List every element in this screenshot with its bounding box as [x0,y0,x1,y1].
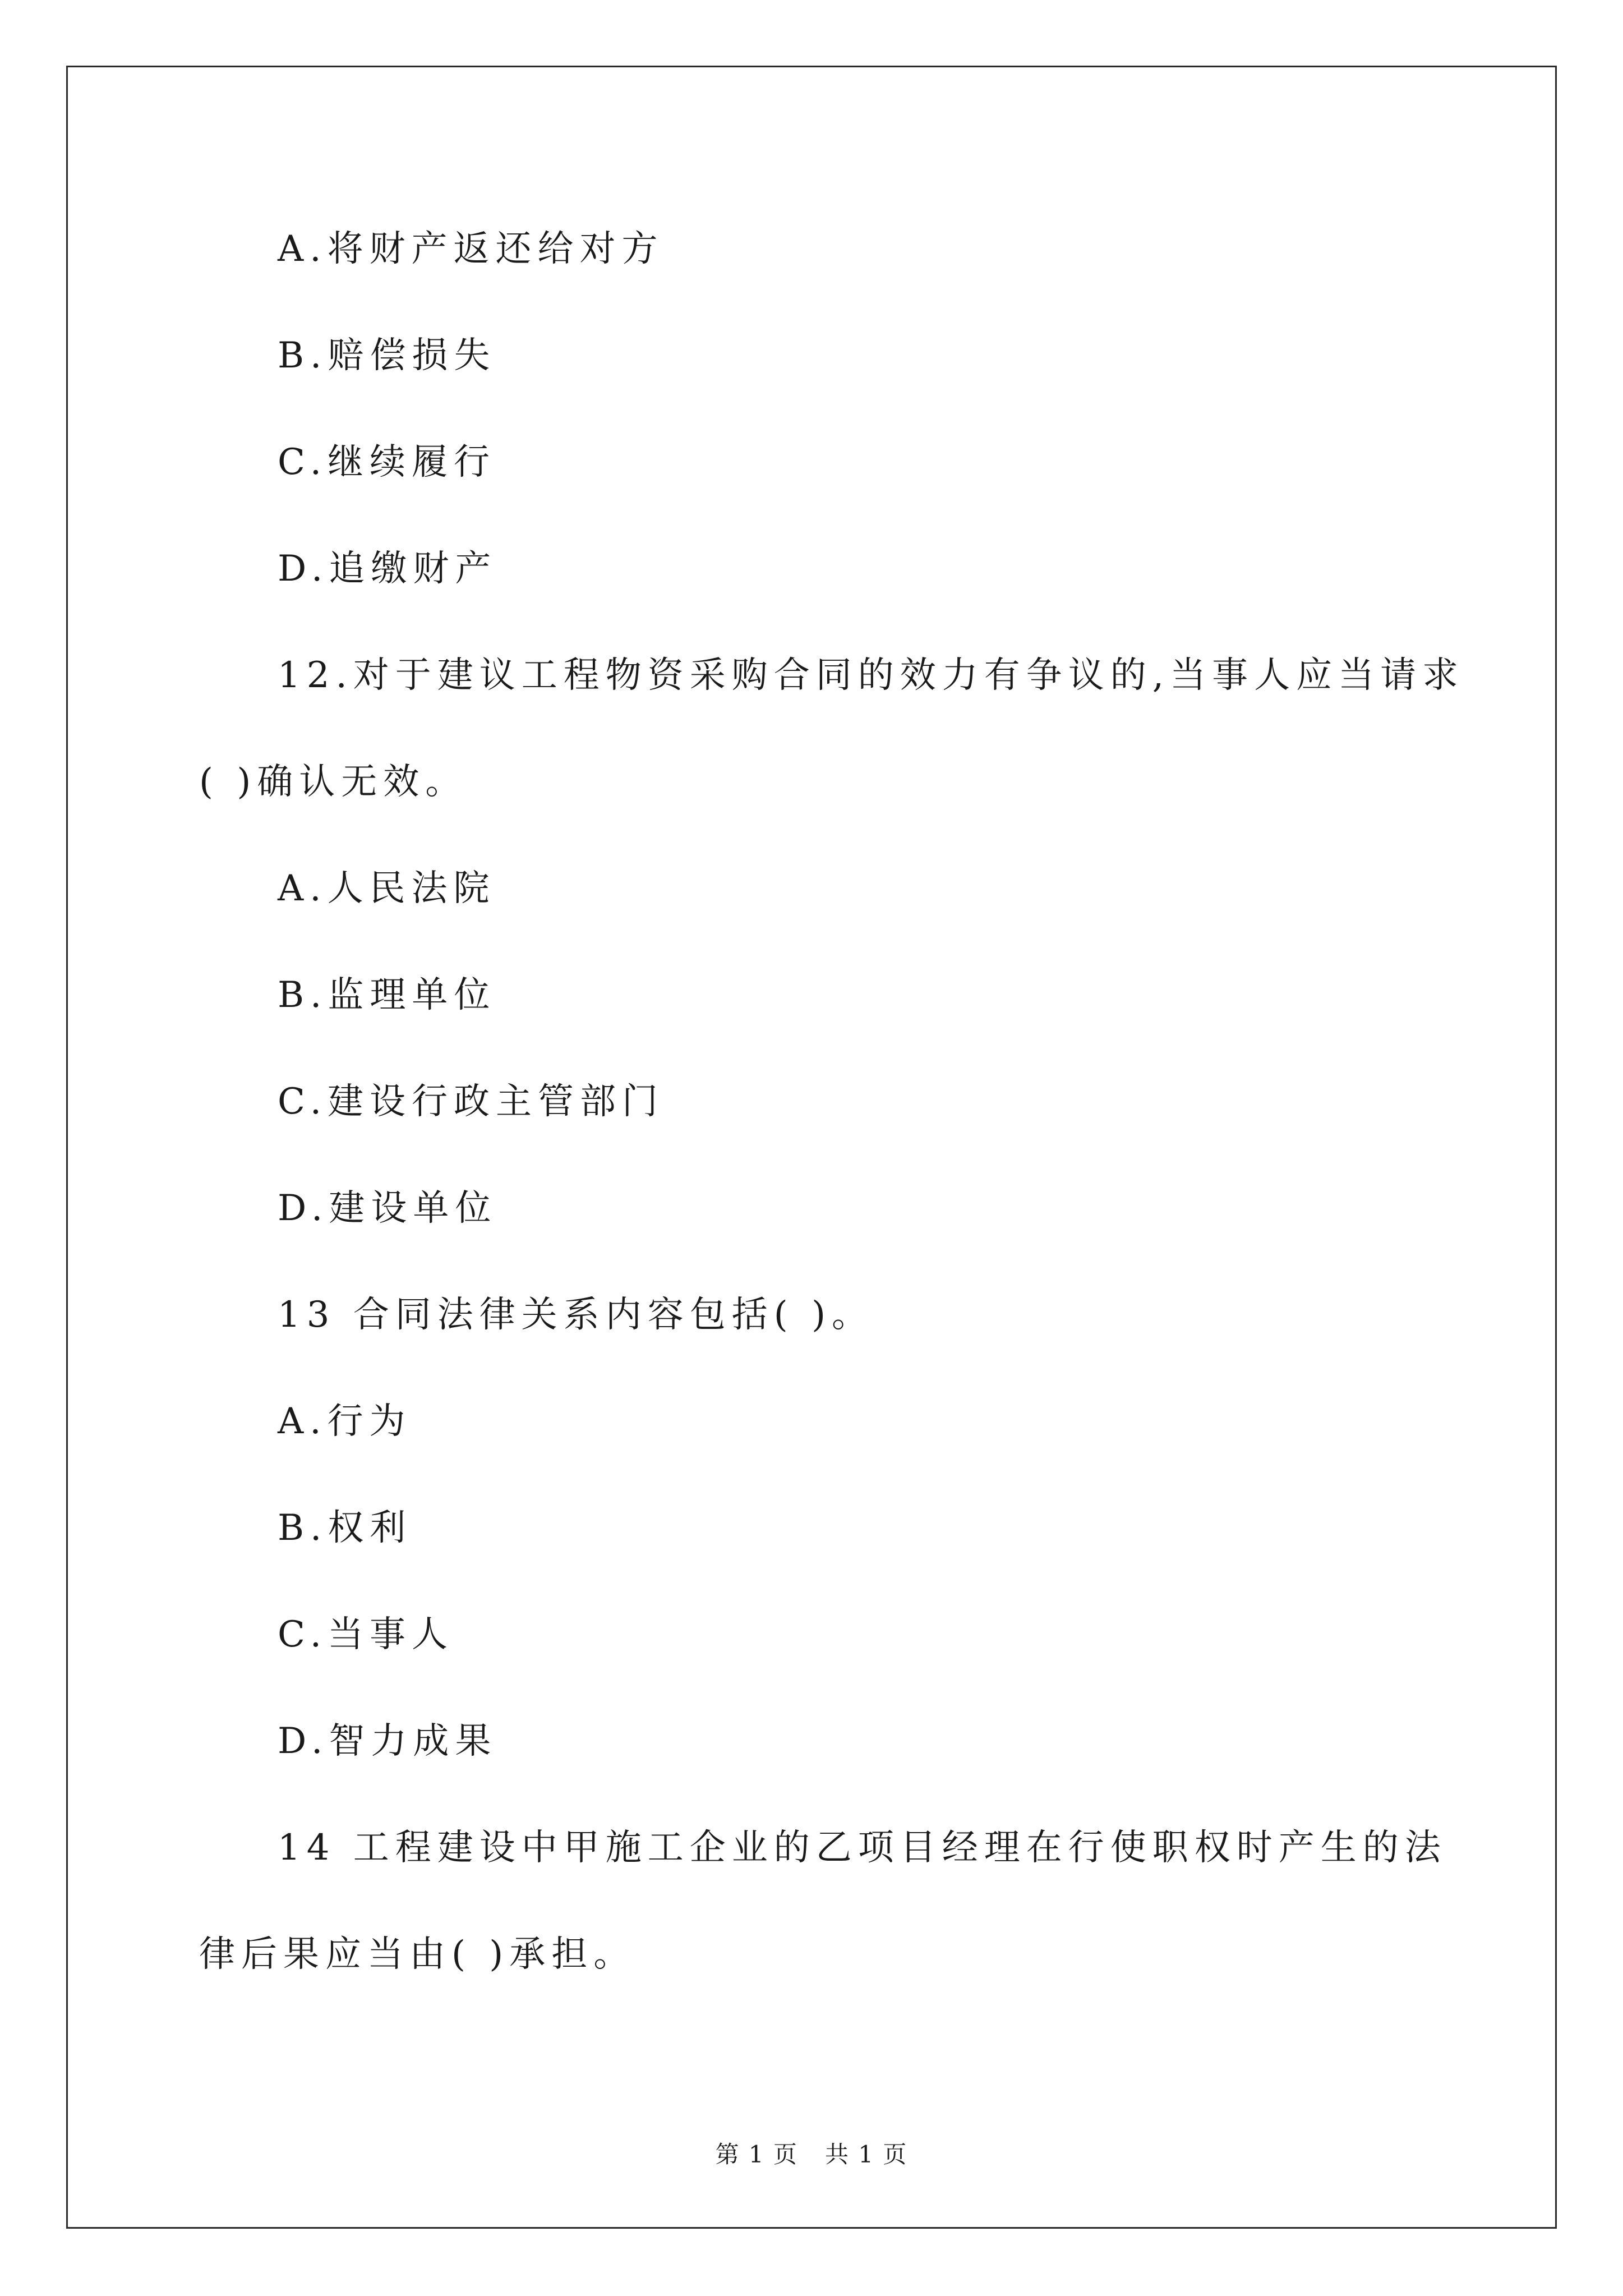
option-c: C.建设行政主管部门 [278,1081,665,1122]
option-a: A.行为 [278,1401,412,1442]
question-13: 13 合同法律关系内容包括( )。 [278,1294,874,1336]
question-14: 14 工程建设中甲施工企业的乙项目经理在行使职权时产生的法 [278,1827,1447,1869]
page-border [66,66,1557,2229]
option-b: B.监理单位 [278,974,496,1016]
question-12: 12.对于建议工程物资采购合同的效力有争议的,当事人应当请求 [278,655,1465,696]
option-d: D.建设单位 [278,1188,497,1229]
option-b: B.权利 [278,1507,412,1549]
page-footer [0,2136,1623,2170]
option-a: A.人民法院 [278,868,496,909]
question-12-continued: ( )确认无效。 [199,761,468,803]
page-total: 共 1 页 [825,2141,908,2168]
option-c: C.当事人 [278,1614,454,1655]
option-b: B.赔偿损失 [278,335,496,376]
option-d: D.智力成果 [278,1720,497,1762]
option-a: A.将财产返还给对方 [278,228,664,270]
page-number: 第 1 页 [715,2141,798,2168]
question-14-continued: 律后果应当由( )承担。 [199,1934,636,1975]
option-c: C.继续履行 [278,441,496,483]
option-d: D.追缴财产 [278,548,497,590]
